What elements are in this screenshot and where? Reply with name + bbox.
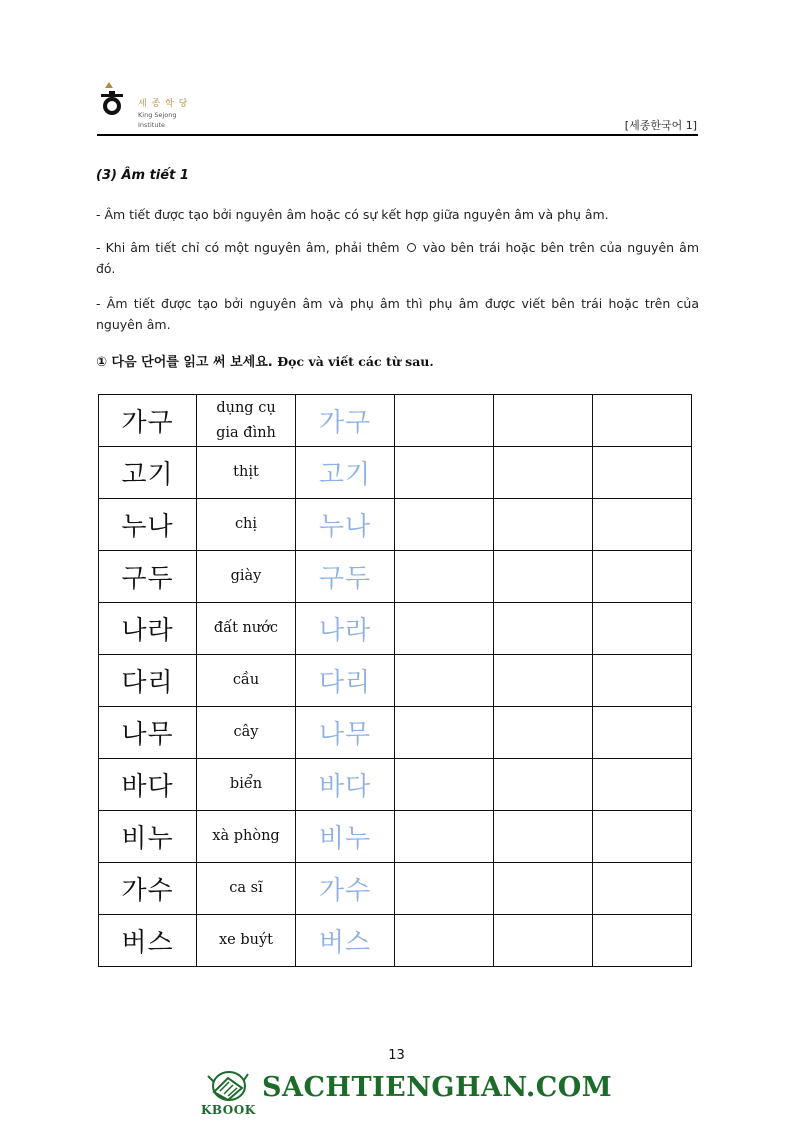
- tracing-word: 비누: [318, 824, 372, 854]
- korean-word: 버스: [121, 928, 174, 958]
- page-number: 13: [388, 1048, 405, 1063]
- exercise-label-korean: ① 다음 단어를 읽고 써 보세요.: [96, 355, 273, 370]
- writing-box[interactable]: [494, 499, 593, 551]
- exercise-label-vietnamese: Đọc và viết các từ sau.: [277, 354, 434, 369]
- tracing-word: 가수: [318, 876, 372, 906]
- table-row: [99, 603, 692, 655]
- writing-box[interactable]: [494, 655, 593, 707]
- writing-box[interactable]: [593, 655, 692, 707]
- paragraph-2-end: vào bên trái hoặc bên trên của nguyên âm đó.: [96, 240, 699, 276]
- book-label: [세종한국어 1]: [624, 119, 697, 132]
- writing-box[interactable]: [395, 915, 494, 967]
- vietnamese-meaning: dụng cụ gia đình: [216, 399, 276, 441]
- korean-word: 고기: [121, 460, 174, 490]
- korean-word: 바다: [121, 772, 174, 802]
- logo-english-line-2: Institute: [138, 121, 165, 129]
- vietnamese-meaning: ca sĩ: [229, 880, 263, 896]
- writing-box[interactable]: [494, 603, 593, 655]
- vietnamese-meaning: cây: [233, 724, 259, 740]
- table-row: [99, 759, 692, 811]
- writing-box[interactable]: [593, 603, 692, 655]
- vietnamese-meaning: xe buýt: [218, 932, 273, 948]
- writing-box[interactable]: [494, 395, 593, 447]
- kbook-brand: KBOOK: [201, 1103, 256, 1117]
- writing-box[interactable]: [395, 603, 494, 655]
- vietnamese-meaning: giày: [230, 568, 262, 584]
- writing-box[interactable]: [494, 707, 593, 759]
- vietnamese-meaning: xà phòng: [212, 828, 280, 844]
- vietnamese-meaning: cầu: [232, 672, 260, 688]
- writing-box[interactable]: [593, 395, 692, 447]
- korean-word: 누나: [121, 512, 174, 542]
- vietnamese-meaning: thịt: [233, 464, 259, 480]
- tracing-word: 다리: [318, 668, 372, 698]
- section-title: (3) Âm tiết 1: [96, 168, 189, 183]
- writing-box[interactable]: [593, 499, 692, 551]
- writing-box[interactable]: [494, 447, 593, 499]
- korean-word: 다리: [121, 668, 174, 698]
- tracing-word: 바다: [318, 772, 372, 802]
- table-row: [99, 499, 692, 551]
- korean-word: 나라: [121, 616, 174, 646]
- table-row: [99, 655, 692, 707]
- tracing-word: 가구: [318, 408, 372, 438]
- writing-box[interactable]: [395, 655, 494, 707]
- vietnamese-meaning: biển: [229, 776, 263, 792]
- tracing-word: 구두: [318, 564, 372, 594]
- tracing-word: 나라: [318, 616, 372, 646]
- vocabulary-table: [98, 394, 692, 967]
- writing-box[interactable]: [395, 447, 494, 499]
- paragraph-2: [96, 237, 699, 279]
- korean-word: 가수: [121, 876, 174, 906]
- tracing-word: 고기: [318, 460, 372, 490]
- writing-box[interactable]: [593, 811, 692, 863]
- korean-word: 비누: [121, 824, 174, 854]
- logo-korean-text: 세 종 학 당: [138, 99, 189, 109]
- paragraph-3: - Âm tiết được tạo bởi nguyên âm và phụ âm thì phụ âm được viết bên trái hoặc trên của nguyên âm.: [96, 296, 699, 332]
- writing-box[interactable]: [395, 811, 494, 863]
- writing-box[interactable]: [395, 863, 494, 915]
- king-sejong-logo: [98, 80, 208, 132]
- writing-box[interactable]: [593, 447, 692, 499]
- table-row: [99, 447, 692, 499]
- writing-box[interactable]: [395, 551, 494, 603]
- writing-box[interactable]: [494, 551, 593, 603]
- writing-box[interactable]: [494, 759, 593, 811]
- writing-box[interactable]: [593, 863, 692, 915]
- sejong-emblem-icon: [98, 82, 134, 118]
- writing-box[interactable]: [593, 707, 692, 759]
- writing-box[interactable]: [494, 863, 593, 915]
- writing-box[interactable]: [593, 915, 692, 967]
- writing-box[interactable]: [593, 759, 692, 811]
- paragraph-2-start: - Khi âm tiết chỉ có một nguyên âm, phải thêm: [96, 240, 400, 255]
- vietnamese-meaning: chị: [234, 516, 258, 532]
- table-row: [99, 915, 692, 967]
- logo-english-line-1: King Sejong: [138, 111, 177, 119]
- table-row: [99, 551, 692, 603]
- writing-box[interactable]: [395, 707, 494, 759]
- table-row: [99, 811, 692, 863]
- vietnamese-meaning: đất nước: [213, 620, 279, 636]
- writing-box[interactable]: [395, 499, 494, 551]
- writing-box[interactable]: [395, 759, 494, 811]
- exercise-instruction: [96, 349, 434, 374]
- korean-word: 가구: [121, 408, 174, 438]
- table-row: [99, 707, 692, 759]
- ieung-circle-icon: [407, 243, 416, 252]
- tracing-word: 나무: [318, 720, 372, 750]
- header-divider: [97, 134, 698, 136]
- writing-box[interactable]: [395, 395, 494, 447]
- paragraph-1: - Âm tiết được tạo bởi nguyên âm hoặc có sự kết hợp giữa nguyên âm và phụ âm.: [96, 207, 609, 222]
- korean-word: 구두: [121, 564, 174, 594]
- tracing-word: 누나: [318, 512, 372, 542]
- tracing-word: 버스: [318, 928, 372, 958]
- website-name: SACHTIENGHAN.COM: [262, 1072, 613, 1103]
- writing-box[interactable]: [494, 811, 593, 863]
- korean-word: 나무: [121, 720, 174, 750]
- table-row: [99, 395, 692, 447]
- writing-box[interactable]: [494, 915, 593, 967]
- writing-box[interactable]: [593, 551, 692, 603]
- table-row: [99, 863, 692, 915]
